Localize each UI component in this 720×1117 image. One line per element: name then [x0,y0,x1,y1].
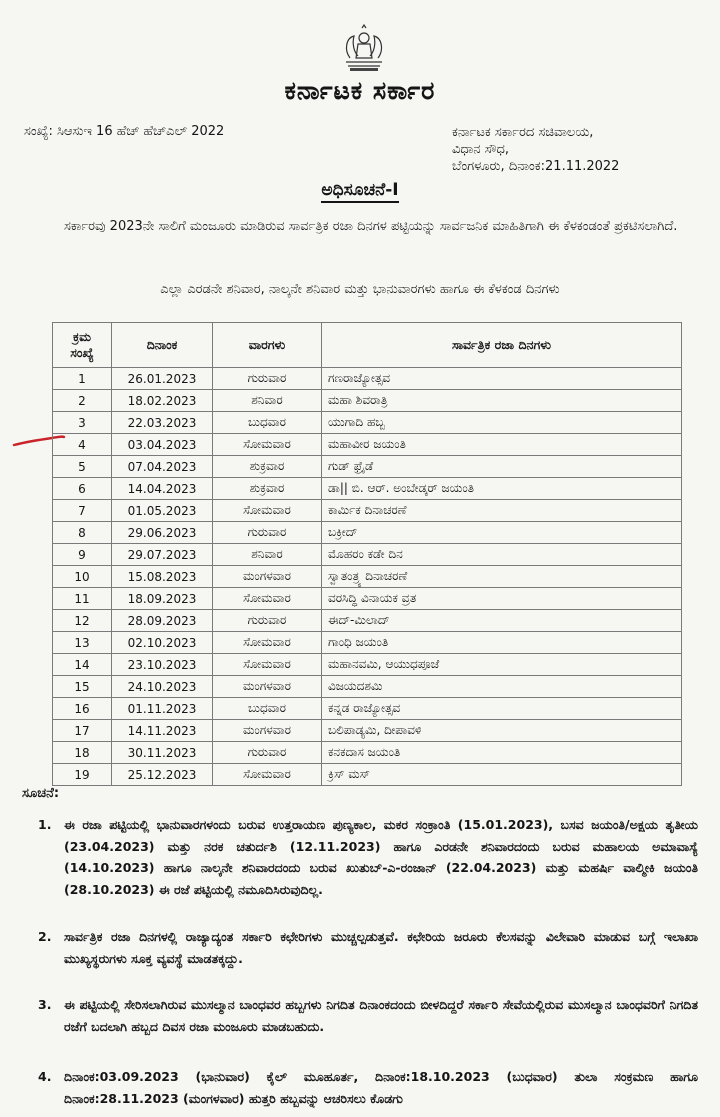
table-row [53,588,682,610]
cell-holiday: ವಿಜಯದಶಮಿ [322,676,682,698]
note-text: ದಿನಾಂಕ:03.09.2023 (ಭಾನುವಾರ) ಕೈಲ್ ಮೂಹೂರ್ತ, ದಿನಾಂಕ:18.10.2023 (ಬುಧವಾರ) ತುಲಾ ಸಂಕ್ರಮಣ ಹಾಗೂ ದಿನಾಂಕ:28.11.2023 (ಮಂಗಳವಾರ) ಹುತ್ತರಿ ಹಬ್ಬವನ್ನು ಆಚರಿಸಲು ಕೊಡಗು [64,1069,698,1106]
notification-title [0,180,720,200]
cell-date: 18.09.2023 [112,588,213,610]
cell-holiday: ಮಹಾವೀರ ಜಯಂತಿ [322,434,682,456]
cell-no: 10 [53,566,112,588]
cell-date: 24.10.2023 [112,676,213,698]
cell-date: 29.07.2023 [112,544,213,566]
cell-date: 01.05.2023 [112,500,213,522]
header-serial-line1: ಕ್ರಮ [72,329,92,344]
note-item [38,994,698,1037]
cell-holiday: ಕ್ರಿಸ್ ಮಸ್ [322,764,682,786]
table-row [53,764,682,786]
cell-day: ಮಂಗಳವಾರ [213,676,322,698]
cell-day: ಸೋಮವಾರ [213,654,322,676]
table-row [53,434,682,456]
cell-holiday: ಈದ್-ಮಿಲಾದ್ [322,610,682,632]
cell-no: 18 [53,742,112,764]
cell-day: ಶನಿವಾರ [213,390,322,412]
cell-holiday: ಸ್ವಾತಂತ್ರ್ಯ ದಿನಾಚರಣೆ [322,566,682,588]
intro-paragraph: ಸರ್ಕಾರವು 2023ನೇ ಸಾಲಿಗೆ ಮಂಜೂರು ಮಾಡಿರುವ ಸಾರ್ವತ್ರಿಕ ರಜಾ ದಿನಗಳ ಪಟ್ಟಿಯನ್ನು ಸಾರ್ವಜನಿಕ ಮಾಹಿತಿಗಾಗಿ ಈ ಕೆಳಕಂಡಂತೆ ಪ್ರಕಟಿಸಲಾಗಿದೆ. [64,219,678,234]
cell-no: 13 [53,632,112,654]
cell-day: ಶುಕ್ರವಾರ [213,456,322,478]
cell-holiday: ಯುಗಾದಿ ಹಬ್ಬ [322,412,682,434]
table-row [53,390,682,412]
cell-date: 28.09.2023 [112,610,213,632]
cell-day: ಸೋಮವಾರ [213,764,322,786]
cell-date: 25.12.2023 [112,764,213,786]
cell-date: 29.06.2023 [112,522,213,544]
cell-no: 16 [53,698,112,720]
note-text: ಸಾರ್ವತ್ರಿಕ ರಜಾ ದಿನಗಳಲ್ಲಿ ರಾಜ್ಯಾದ್ಯಂತ ಸರ್ಕಾರಿ ಕಛೇರಿಗಳು ಮುಚ್ಚಲ್ಪಡುತ್ತವೆ. ಕಛೇರಿಯ ಜರೂರು ಕೆಲಸವನ್ನು ವಿಲೇವಾರಿ ಮಾಡುವ ಬಗ್ಗೆ ಇಲಾಖಾ ಮುಖ್ಯಸ್ಥರುಗಳು ಸೂಕ್ತ ವ್ಯವಸ್ಥೆ ಮಾಡತಕ್ಕದ್ದು. [64,929,698,966]
header-day: ವಾರಗಳು [213,323,322,368]
note-item [38,814,698,900]
cell-day: ಶನಿವಾರ [213,544,322,566]
note-item [38,1066,698,1109]
table-row [53,412,682,434]
cell-holiday: ಮೊಹರಂ ಕಡೇ ದಿನ [322,544,682,566]
cell-no: 15 [53,676,112,698]
cell-no: 8 [53,522,112,544]
cell-day: ಸೋಮವಾರ [213,434,322,456]
note-number: 4. [38,1069,52,1084]
cell-no: 6 [53,478,112,500]
cell-no: 1 [53,368,112,390]
office-address [452,124,619,175]
cell-date: 18.02.2023 [112,390,213,412]
cell-date: 23.10.2023 [112,654,213,676]
cell-day: ಸೋಮವಾರ [213,500,322,522]
cell-date: 15.08.2023 [112,566,213,588]
table-row [53,478,682,500]
cell-day: ಸೋಮವಾರ [213,588,322,610]
table-row [53,720,682,742]
reference-number: ಸಂಖ್ಯೆ: ಸಿಆಸುಇ 16 ಹೆಚ್ ಹೆಚ್ಎಲ್ 2022 [24,124,225,139]
cell-holiday: ವರಸಿದ್ಧಿ ವಿನಾಯಕ ವ್ರತ [322,588,682,610]
cell-day: ಗುರುವಾರ [213,742,322,764]
cell-no: 17 [53,720,112,742]
cell-date: 22.03.2023 [112,412,213,434]
cell-holiday: ಗಣರಾಜ್ಯೋತ್ಸವ [322,368,682,390]
cell-date: 07.04.2023 [112,456,213,478]
cell-day: ಮಂಗಳವಾರ [213,720,322,742]
table-row [53,676,682,698]
table-row [53,368,682,390]
cell-holiday: ಮಹಾನವಮಿ, ಆಯುಧಪೂಜೆ [322,654,682,676]
table-row [53,500,682,522]
cell-date: 14.11.2023 [112,720,213,742]
cell-day: ಬುಧವಾರ [213,412,322,434]
cell-date: 01.11.2023 [112,698,213,720]
cell-no: 7 [53,500,112,522]
notes-title: ಸೂಚನೆ: [22,786,60,801]
cell-no: 14 [53,654,112,676]
cell-day: ಮಂಗಳವಾರ [213,566,322,588]
table-row [53,698,682,720]
cell-holiday: ಡಾ|| ಬಿ. ಆರ್. ಅಂಬೇಡ್ಕರ್ ಜಯಂತಿ [322,478,682,500]
cell-no: 4 [53,434,112,456]
cell-holiday: ಕನಕದಾಸ ಜಯಂತಿ [322,742,682,764]
cell-day: ಬುಧವಾರ [213,698,322,720]
cell-day: ಗುರುವಾರ [213,610,322,632]
cell-holiday: ಕಾರ್ಮಿಕ ದಿನಾಚರಣೆ [322,500,682,522]
subheading: ಎಲ್ಲಾ ಎರಡನೇ ಶನಿವಾರ, ನಾಲ್ಕನೇ ಶನಿವಾರ ಮತ್ತು ಭಾನುವಾರಗಳು ಹಾಗೂ ಈ ಕೆಳಕಂಡ ದಿನಗಳು [160,282,560,297]
cell-holiday: ಗಾಂಧಿ ಜಯಂತಿ [322,632,682,654]
header-date: ದಿನಾಂಕ [112,323,213,368]
cell-no: 19 [53,764,112,786]
cell-holiday: ಮಹಾ ಶಿವರಾತ್ರಿ [322,390,682,412]
table-header-row [53,323,682,368]
cell-no: 12 [53,610,112,632]
table-row [53,632,682,654]
table-row [53,566,682,588]
notification-title-text: ಅಧಿಸೂಚನೆ-I [321,180,398,203]
note-text: ಈ ಪಟ್ಟಿಯಲ್ಲಿ ಸೇರಿಸಲಾಗಿರುವ ಮುಸಲ್ಮಾನ ಬಾಂಧವರ ಹಬ್ಬಗಳು ನಿಗದಿತ ದಿನಾಂಕದಂದು ಬೀಳದಿದ್ದರೆ ಸರ್ಕಾರಿ ಸೇವೆಯಲ್ಲಿರುವ ಮುಸಲ್ಮಾನ ಬಾಂಧವರಿಗೆ ನಿಗದಿತ ರಜೆಗೆ ಬದಲಾಗಿ ಹಬ್ಬದ ದಿವಸ ರಜಾ ಮಂಜೂರು ಮಾಡಬಹುದು. [64,997,698,1034]
note-number: 2. [38,929,52,944]
cell-day: ಗುರುವಾರ [213,368,322,390]
cell-day: ಸೋಮವಾರ [213,632,322,654]
table-row [53,544,682,566]
table-row [53,522,682,544]
government-title: ಕರ್ನಾಟಕ ಸರ್ಕಾರ [284,76,436,105]
cell-no: 9 [53,544,112,566]
note-item [38,926,698,969]
address-line: ಕರ್ನಾಟಕ ಸರ್ಕಾರದ ಸಚಿವಾಲಯ, [452,125,594,140]
note-text: ಈ ರಜಾ ಪಟ್ಟಿಯಲ್ಲಿ ಭಾನುವಾರಗಳಂದು ಬರುವ ಉತ್ತರಾಯಣ ಪುಣ್ಯಕಾಲ, ಮಕರ ಸಂಕ್ರಾಂತಿ (15.01.2023), ಬಸವ ಜಯಂತಿ/ಅಕ್ಷಯ ತೃತೀಯ (23.04.2023) ಮತ್ತು ನರಕ ಚತುರ್ದಶಿ (12.11.2023) ಹಾಗೂ ಎರಡನೇ ಶನಿವಾರದಂದು ಬರುವ ಮಹಾಲಯ ಅಮಾವಾಸ್ಯೆ (14.10.2023) ಹಾಗೂ ನಾಲ್ಕನೇ ಶನಿವಾರದಂದು ಬರುವ ಖುತುಬ್-ಎ-ರಂಜಾನ್ (22.04.2023) ಮತ್ತು ಮಹರ್ಷಿ ವಾಲ್ಮೀಕಿ ಜಯಂತಿ (28.10.2023) ಈ ರಜೆ ಪಟ್ಟಿಯಲ್ಲಿ ನಮೂದಿಸಿರುವುದಿಲ್ಲ. [64,817,698,897]
cell-holiday: ಬಕ್ರೀದ್ [322,522,682,544]
table-row [53,610,682,632]
header-holiday: ಸಾರ್ವತ್ರಿಕ ರಜಾ ದಿನಗಳು [322,323,682,368]
header-serial [53,323,112,368]
cell-date: 14.04.2023 [112,478,213,500]
cell-no: 5 [53,456,112,478]
cell-holiday: ಕನ್ನಡ ರಾಜ್ಯೋತ್ಸವ [322,698,682,720]
note-number: 1. [38,817,52,832]
cell-no: 3 [53,412,112,434]
table-row [53,742,682,764]
cell-date: 26.01.2023 [112,368,213,390]
cell-day: ಶುಕ್ರವಾರ [213,478,322,500]
karnataka-emblem-icon [336,24,392,74]
address-line: ವಿಧಾನ ಸೌಧ, [452,142,510,157]
note-number: 3. [38,997,52,1012]
cell-holiday: ಗುಡ್ ಫ್ರೈಡೆ [322,456,682,478]
address-line-date: ಬೆಂಗಳೂರು, ದಿನಾಂಕ:21.11.2022 [452,159,620,174]
cell-date: 03.04.2023 [112,434,213,456]
holiday-table [52,322,682,786]
cell-no: 11 [53,588,112,610]
header-serial-line2: ಸಂಖ್ಯೆ [70,345,94,360]
cell-holiday: ಬಲಿಪಾಡ್ಯಮಿ, ದೀಪಾವಳಿ [322,720,682,742]
table-row [53,456,682,478]
table-row [53,654,682,676]
cell-date: 02.10.2023 [112,632,213,654]
cell-date: 30.11.2023 [112,742,213,764]
cell-day: ಗುರುವಾರ [213,522,322,544]
cell-no: 2 [53,390,112,412]
